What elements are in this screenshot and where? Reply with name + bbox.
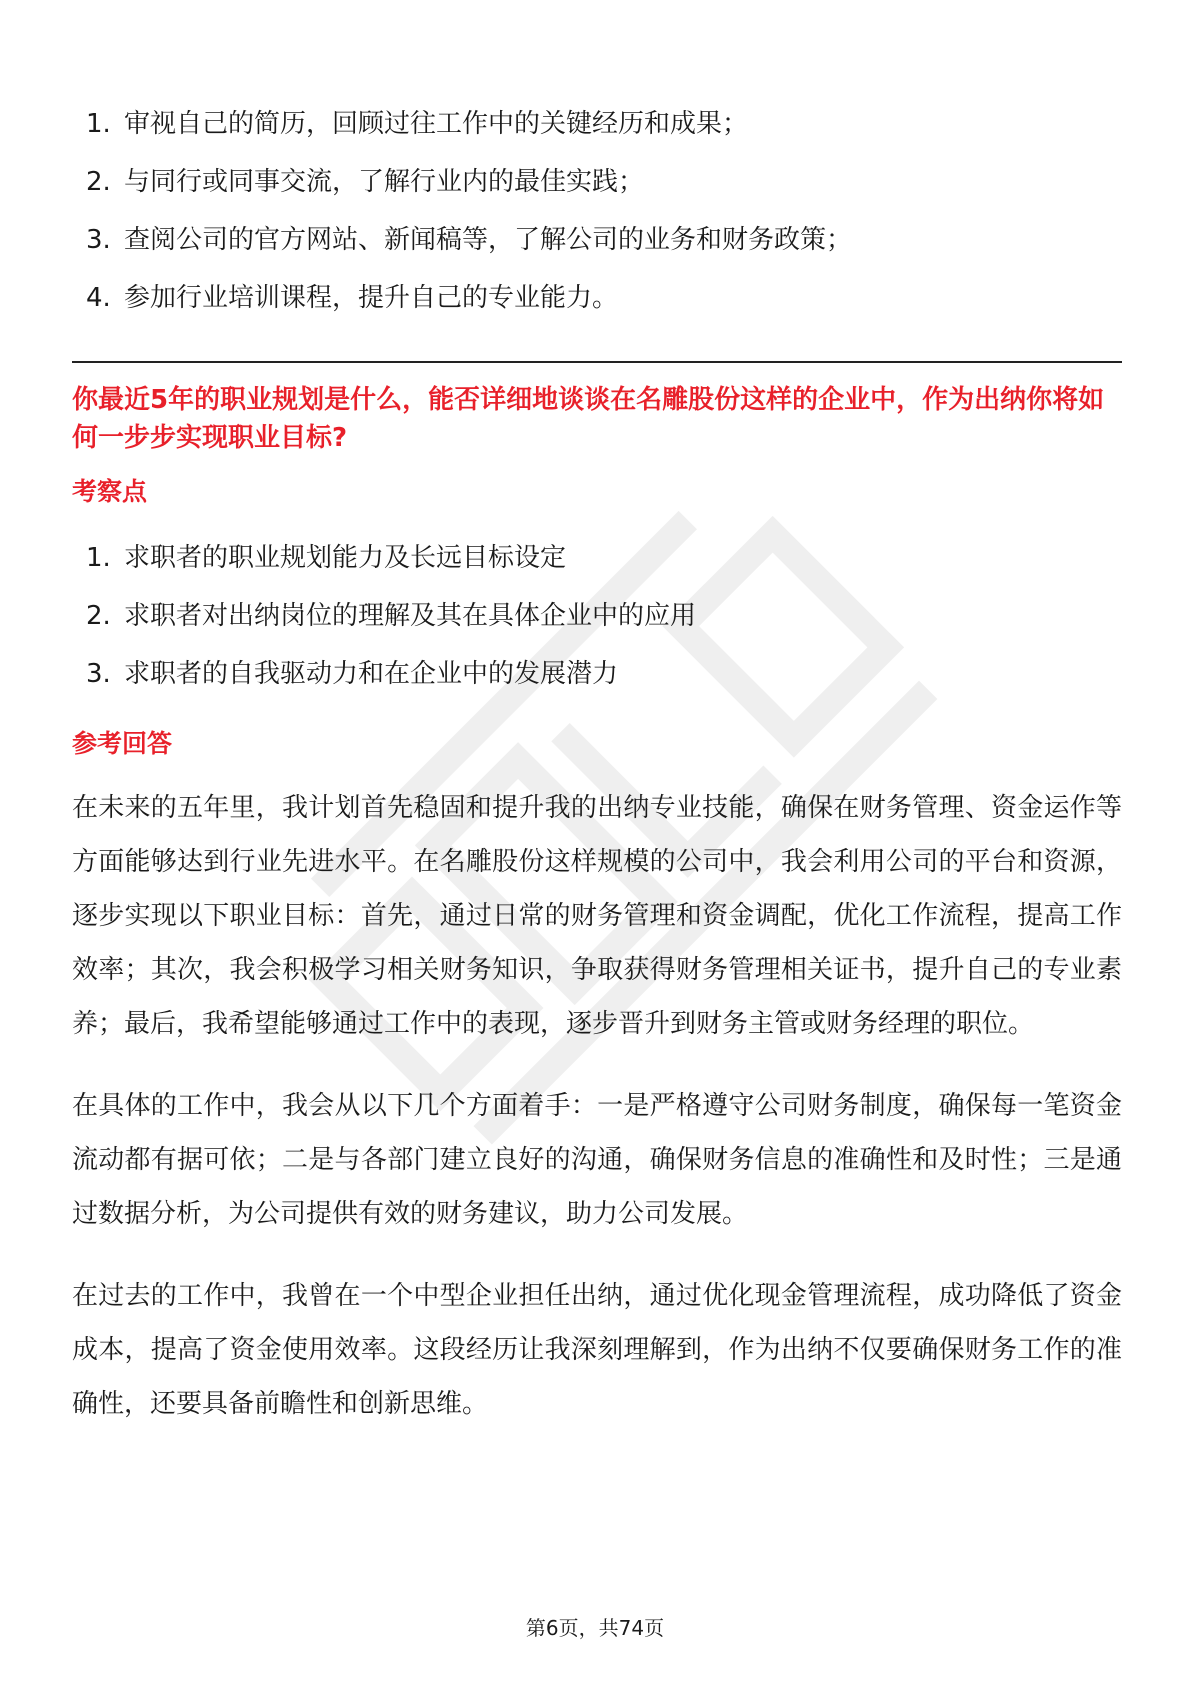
list-number: 4. (86, 283, 111, 313)
list-item (72, 645, 1122, 703)
exam-points-title: 考察点 (72, 477, 148, 506)
list-number: 2. (86, 601, 111, 631)
top-list (72, 95, 1122, 327)
answer-paragraph: 在未来的五年里，我计划首先稳固和提升我的出纳专业技能，确保在财务管理、资金运作等方面能够达到行业先进水平。在名雕股份这样规模的公司中，我会利用公司的平台和资源，逐步实现以下职业目标：首先，通过日常的财务管理和资金调配，优化工作流程，提高工作效率；其次，我会积极学习相关财务知识，争取获得财务管理相关证书，提升自己的专业素养；最后，我希望能够通过工作中的表现，逐步晋升到财务主管或财务经理的职位。 (72, 793, 1122, 1039)
list-item (72, 269, 1122, 327)
list-number: 1. (86, 543, 111, 573)
exam-points-list (72, 529, 1122, 703)
list-number: 2. (86, 167, 111, 197)
answer-paragraph: 在过去的工作中，我曾在一个中型企业担任出纳，通过优化现金管理流程，成功降低了资金成本，提高了资金使用效率。这段经历让我深刻理解到，作为出纳不仅要确保财务工作的准确性，还要具备前瞻性和创新思维。 (72, 1281, 1122, 1419)
list-item (72, 587, 1122, 645)
answer-paragraph: 在具体的工作中，我会从以下几个方面着手：一是严格遵守公司财务制度，确保每一笔资金流动都有据可依；二是与各部门建立良好的沟通，确保财务信息的准确性和及时性；三是通过数据分析，为公司提供有效的财务建议，助力公司发展。 (72, 1091, 1122, 1229)
list-item (72, 153, 1122, 211)
list-text: 求职者对出纳岗位的理解及其在具体企业中的应用 (124, 601, 697, 631)
page-footer: 第6页，共74页 (525, 1616, 665, 1640)
list-text: 参加行业培训课程，提升自己的专业能力。 (124, 283, 619, 313)
list-text: 与同行或同事交流，了解行业内的最佳实践； (124, 167, 645, 197)
reference-answer-title: 参考回答 (72, 729, 173, 758)
list-text: 求职者的自我驱动力和在企业中的发展潜力 (124, 659, 619, 689)
section-divider (72, 361, 1122, 363)
list-number: 1. (86, 109, 111, 139)
interview-question: 你最近5年的职业规划是什么，能否详细地谈谈在名雕股份这样的企业中，作为出纳你将如何一步步实现职业目标? (72, 385, 1105, 453)
list-text: 查阅公司的官方网站、新闻稿等，了解公司的业务和财务政策； (124, 225, 853, 255)
list-text: 审视自己的简历，回顾过往工作中的关键经历和成果； (124, 109, 749, 139)
list-item (72, 211, 1122, 269)
list-item (72, 95, 1122, 153)
list-item (72, 529, 1122, 587)
list-text: 求职者的职业规划能力及长远目标设定 (124, 543, 567, 573)
list-number: 3. (86, 225, 111, 255)
list-number: 3. (86, 659, 111, 689)
content-area (72, 95, 1122, 1459)
